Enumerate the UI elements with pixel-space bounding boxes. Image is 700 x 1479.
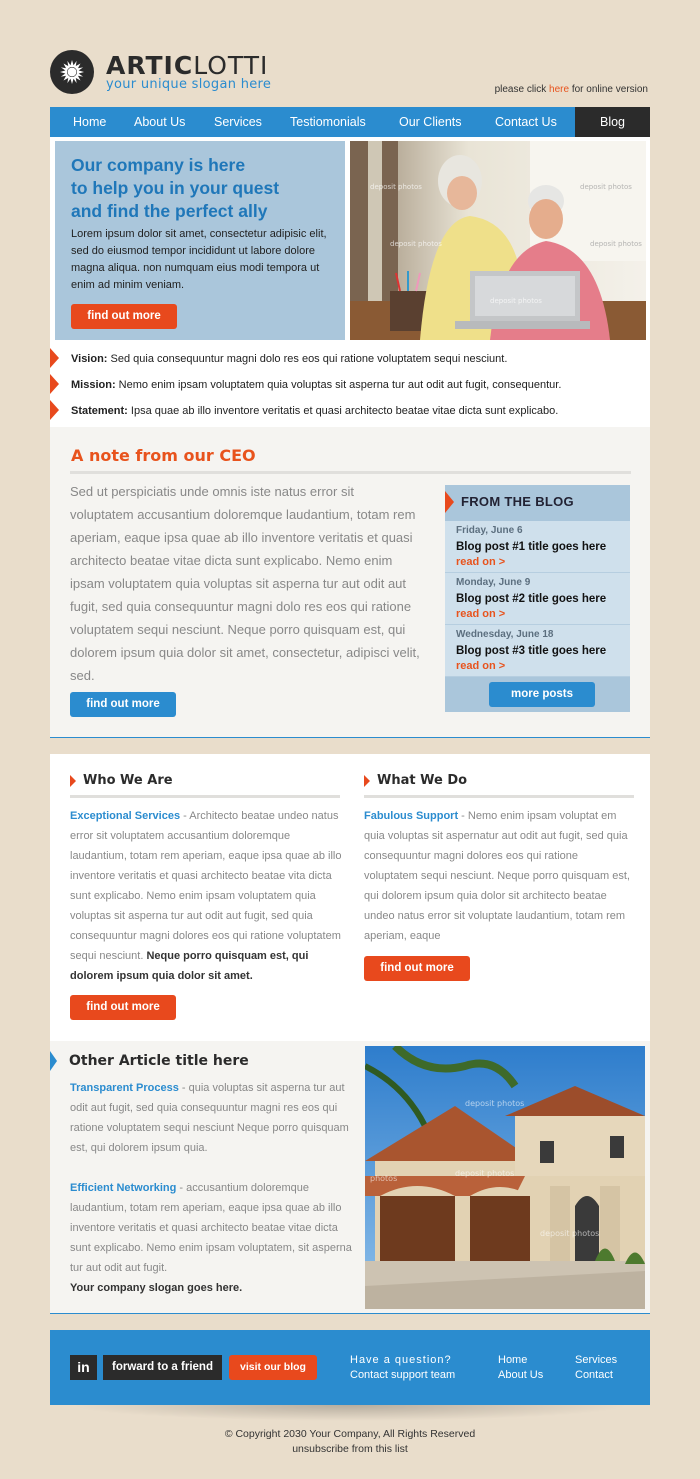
svg-text:photos: photos [370, 1174, 398, 1183]
statement-statement [50, 398, 650, 424]
seniors-laptop-photo [350, 141, 646, 340]
arrow-marker-icon [364, 775, 370, 787]
logo-icon[interactable] [50, 50, 94, 94]
divider [70, 795, 340, 798]
who-find-out-more-button[interactable]: find out more [70, 995, 176, 1020]
hero-title-line: and find the perfect ally [71, 201, 268, 221]
online-suffix: for online version [569, 84, 648, 95]
nav-testimonials[interactable]: Testiomonials [290, 115, 366, 129]
blog-post-date: Monday, June 9 [456, 577, 531, 588]
what-body: - Nemo enim ipsam voluptat em quia voluptas sit aspernatur aut odit aut fugit, sed quia consequuntur magni dolores eos qui ratione voluptatem sequi nesciunt. Neque porro quisquam est, qui dolorem ipsum quia dolor sit architecto beatae undeo natus error sit voluptate laudantium, totam rem aperiam, eaque [364, 810, 630, 942]
article-body: - quia voluptas sit asperna tur aut odit aut fugit, sed quia consequuntur magni res eos qui ratione voluptatem sequi nesciunt Neque porro quisquam est, qui dolorem ipsum quia. [70, 1082, 349, 1154]
brand-name[interactable] [106, 52, 268, 80]
hero-photo [350, 141, 646, 340]
who-body: - Architecto beatae undeo natus error sit voluptatem accusantium doloremque laudantium, totam rem aperiam, eaque ipsa quae ab illo inventore veritatis et quasi architecto beatae vita dicta sunt explicabo. Nemo enim ipsam voluptatem quia voluptas sit asperna tur aut odit aut fugit, sed quia consequuntur magni dolores eos qui ratione voluptatem sequi nesciunt. [70, 810, 342, 962]
read-on-link[interactable]: read on > [456, 660, 506, 672]
article-lead: Efficient Networking [70, 1182, 177, 1194]
ceo-title: A note from our CEO [71, 446, 256, 465]
what-we-do-title: What We Do [377, 773, 468, 788]
hero-find-out-more-button[interactable]: find out more [71, 304, 177, 329]
article-photo [365, 1046, 645, 1309]
contact-support-link[interactable]: Contact support team [350, 1369, 456, 1381]
blog-post-date: Wednesday, June 18 [456, 629, 554, 640]
copyright-text: © Copyright 2030 Your Company, All Rights Reserved [224, 1428, 476, 1440]
svg-text:deposit photos: deposit photos [370, 183, 422, 191]
more-posts-button[interactable]: more posts [489, 682, 595, 707]
article-lead: Transparent Process [70, 1082, 179, 1094]
linkedin-icon[interactable]: in [70, 1355, 97, 1380]
hero-title [71, 154, 341, 223]
hero-title-line: Our company is here [71, 155, 246, 175]
footer-question: Have a question? [350, 1354, 452, 1366]
hero-text: Lorem ipsum dolor sit amet, consectetur adipisic elit, sed do eiusmod tempor incididunt ut labore dolore magna aliqua. non numquam eius modi tempora ut enim ad minim veniam. [71, 228, 327, 291]
nav-blog[interactable]: Blog [575, 107, 650, 137]
statement-text: Ipsa quae ab illo inventore veritatis et quasi architecto beatae vitae dicta sunt explicabo. [127, 405, 559, 417]
blog-post-item[interactable] [445, 573, 630, 625]
statement-mission [50, 372, 650, 398]
nav-about-us[interactable]: About Us [134, 115, 186, 129]
brand-slogan: your unique slogan here [106, 77, 272, 92]
statement-label: Statement: [71, 405, 128, 417]
arrow-marker-icon [50, 348, 59, 368]
statement-vision [50, 346, 650, 372]
article-paragraph-1 [70, 1078, 353, 1158]
sun-logo-icon [59, 59, 85, 85]
read-on-link[interactable]: read on > [456, 608, 506, 620]
who-lead: Exceptional Services [70, 810, 181, 822]
brand-light: LOTTI [193, 51, 269, 80]
arrow-marker-icon [70, 775, 76, 787]
nav-contact-us[interactable]: Contact Us [495, 115, 557, 129]
article-paragraph-2 [70, 1178, 353, 1298]
arrow-marker-icon [50, 374, 59, 394]
svg-text:deposit photos: deposit photos [540, 1229, 600, 1238]
brand-bold: ARTIC [106, 51, 194, 80]
visit-blog-button[interactable]: visit our blog [229, 1355, 317, 1380]
blog-post-title[interactable]: Blog post #1 title goes here [456, 541, 607, 553]
statement-text: Nemo enim ipsam voluptatem quia voluptas sit asperna tur aut odit aut fugit, consequentur. [115, 379, 562, 391]
what-find-out-more-button[interactable]: find out more [364, 956, 470, 981]
what-lead: Fabulous Support [364, 810, 459, 822]
ceo-find-out-more-button[interactable]: find out more [70, 692, 176, 717]
online-prefix: please click [494, 84, 550, 95]
unsubscribe-link[interactable]: unsubscribe from this list [292, 1443, 408, 1455]
main-nav [50, 107, 650, 137]
statement-label: Vision: [71, 353, 108, 365]
nav-our-clients[interactable]: Our Clients [399, 115, 462, 129]
blog-post-item[interactable] [445, 625, 630, 677]
statement-text: Sed quia consequuntur magni dolo res eos qui ratione voluptatem sequi nesciunt. [107, 353, 508, 365]
what-we-do-text [364, 806, 634, 946]
blog-sidebar-title: FROM THE BLOG [461, 494, 574, 509]
footer-link-services[interactable]: Services [575, 1354, 618, 1366]
who-strong: Neque porro quisquam est, qui dolorem ipsum quia dolor sit amet. [70, 950, 309, 982]
read-on-link[interactable]: read on > [456, 556, 506, 568]
nav-home[interactable]: Home [73, 115, 107, 129]
svg-text:deposit photos: deposit photos [490, 297, 542, 305]
ceo-text: Sed ut perspiciatis unde omnis iste natus error sit voluptatem accusantium doloremque laudantium, totam rem aperiam, eaque ipsa quae ab illo inventore veritatis et quasi architecto beatae vitae dicta sunt explicabo. Nemo enim ipsam voluptatem quia voluptas sit asperna tur aut odit aut fugit, sed quia consequuntur magni dolo res eos qui ratione voluptatem sequi nesciunt. Neque porro quisquam est, qui dolorem ipsum quia dolor sit amet, consectetur, adipisci velit, sed. [70, 484, 420, 683]
house-photo [365, 1046, 645, 1309]
online-version-note [495, 84, 648, 95]
blog-post-item[interactable] [445, 521, 630, 573]
statement-label: Mission: [71, 379, 116, 391]
arrow-marker-icon [50, 400, 59, 420]
arrow-marker-icon [50, 1051, 57, 1071]
blog-post-date: Friday, June 6 [456, 525, 523, 536]
footer-link-contact[interactable]: Contact [575, 1369, 613, 1381]
blog-post-title[interactable]: Blog post #3 title goes here [456, 645, 607, 657]
arrow-marker-icon [445, 491, 454, 513]
who-we-are-text [70, 806, 350, 986]
svg-text:deposit photos: deposit photos [390, 240, 442, 248]
nav-services[interactable]: Services [214, 115, 262, 129]
svg-text:deposit photos: deposit photos [455, 1169, 515, 1178]
online-version-link[interactable]: here [549, 84, 570, 95]
hero-title-line: to help you in your quest [71, 178, 280, 198]
blog-post-title[interactable]: Blog post #2 title goes here [456, 593, 607, 605]
divider [70, 471, 631, 474]
svg-text:deposit photos: deposit photos [580, 183, 632, 191]
article-title: Other Article title here [69, 1053, 249, 1069]
footer-link-about-us[interactable]: About Us [498, 1369, 544, 1381]
footer-link-home[interactable]: Home [498, 1354, 528, 1366]
article-body: - accusantium doloremque laudantium, totam rem aperiam, eaque ipsa quae ab illo inventore veritatis et quasi architecto beatae vitae dicta sunt explicabo. Nemo enim ipsam voluptatem, sit asperna tur aut odit aut fugit. [70, 1182, 352, 1274]
svg-text:deposit photos: deposit photos [465, 1099, 525, 1108]
forward-to-friend-button[interactable]: forward to a friend [103, 1355, 222, 1380]
divider [364, 795, 634, 798]
article-slogan: Your company slogan goes here. [70, 1282, 243, 1294]
footer-shadow [70, 1405, 630, 1421]
who-we-are-title: Who We Are [83, 773, 173, 788]
svg-text:deposit photos: deposit photos [590, 240, 642, 248]
